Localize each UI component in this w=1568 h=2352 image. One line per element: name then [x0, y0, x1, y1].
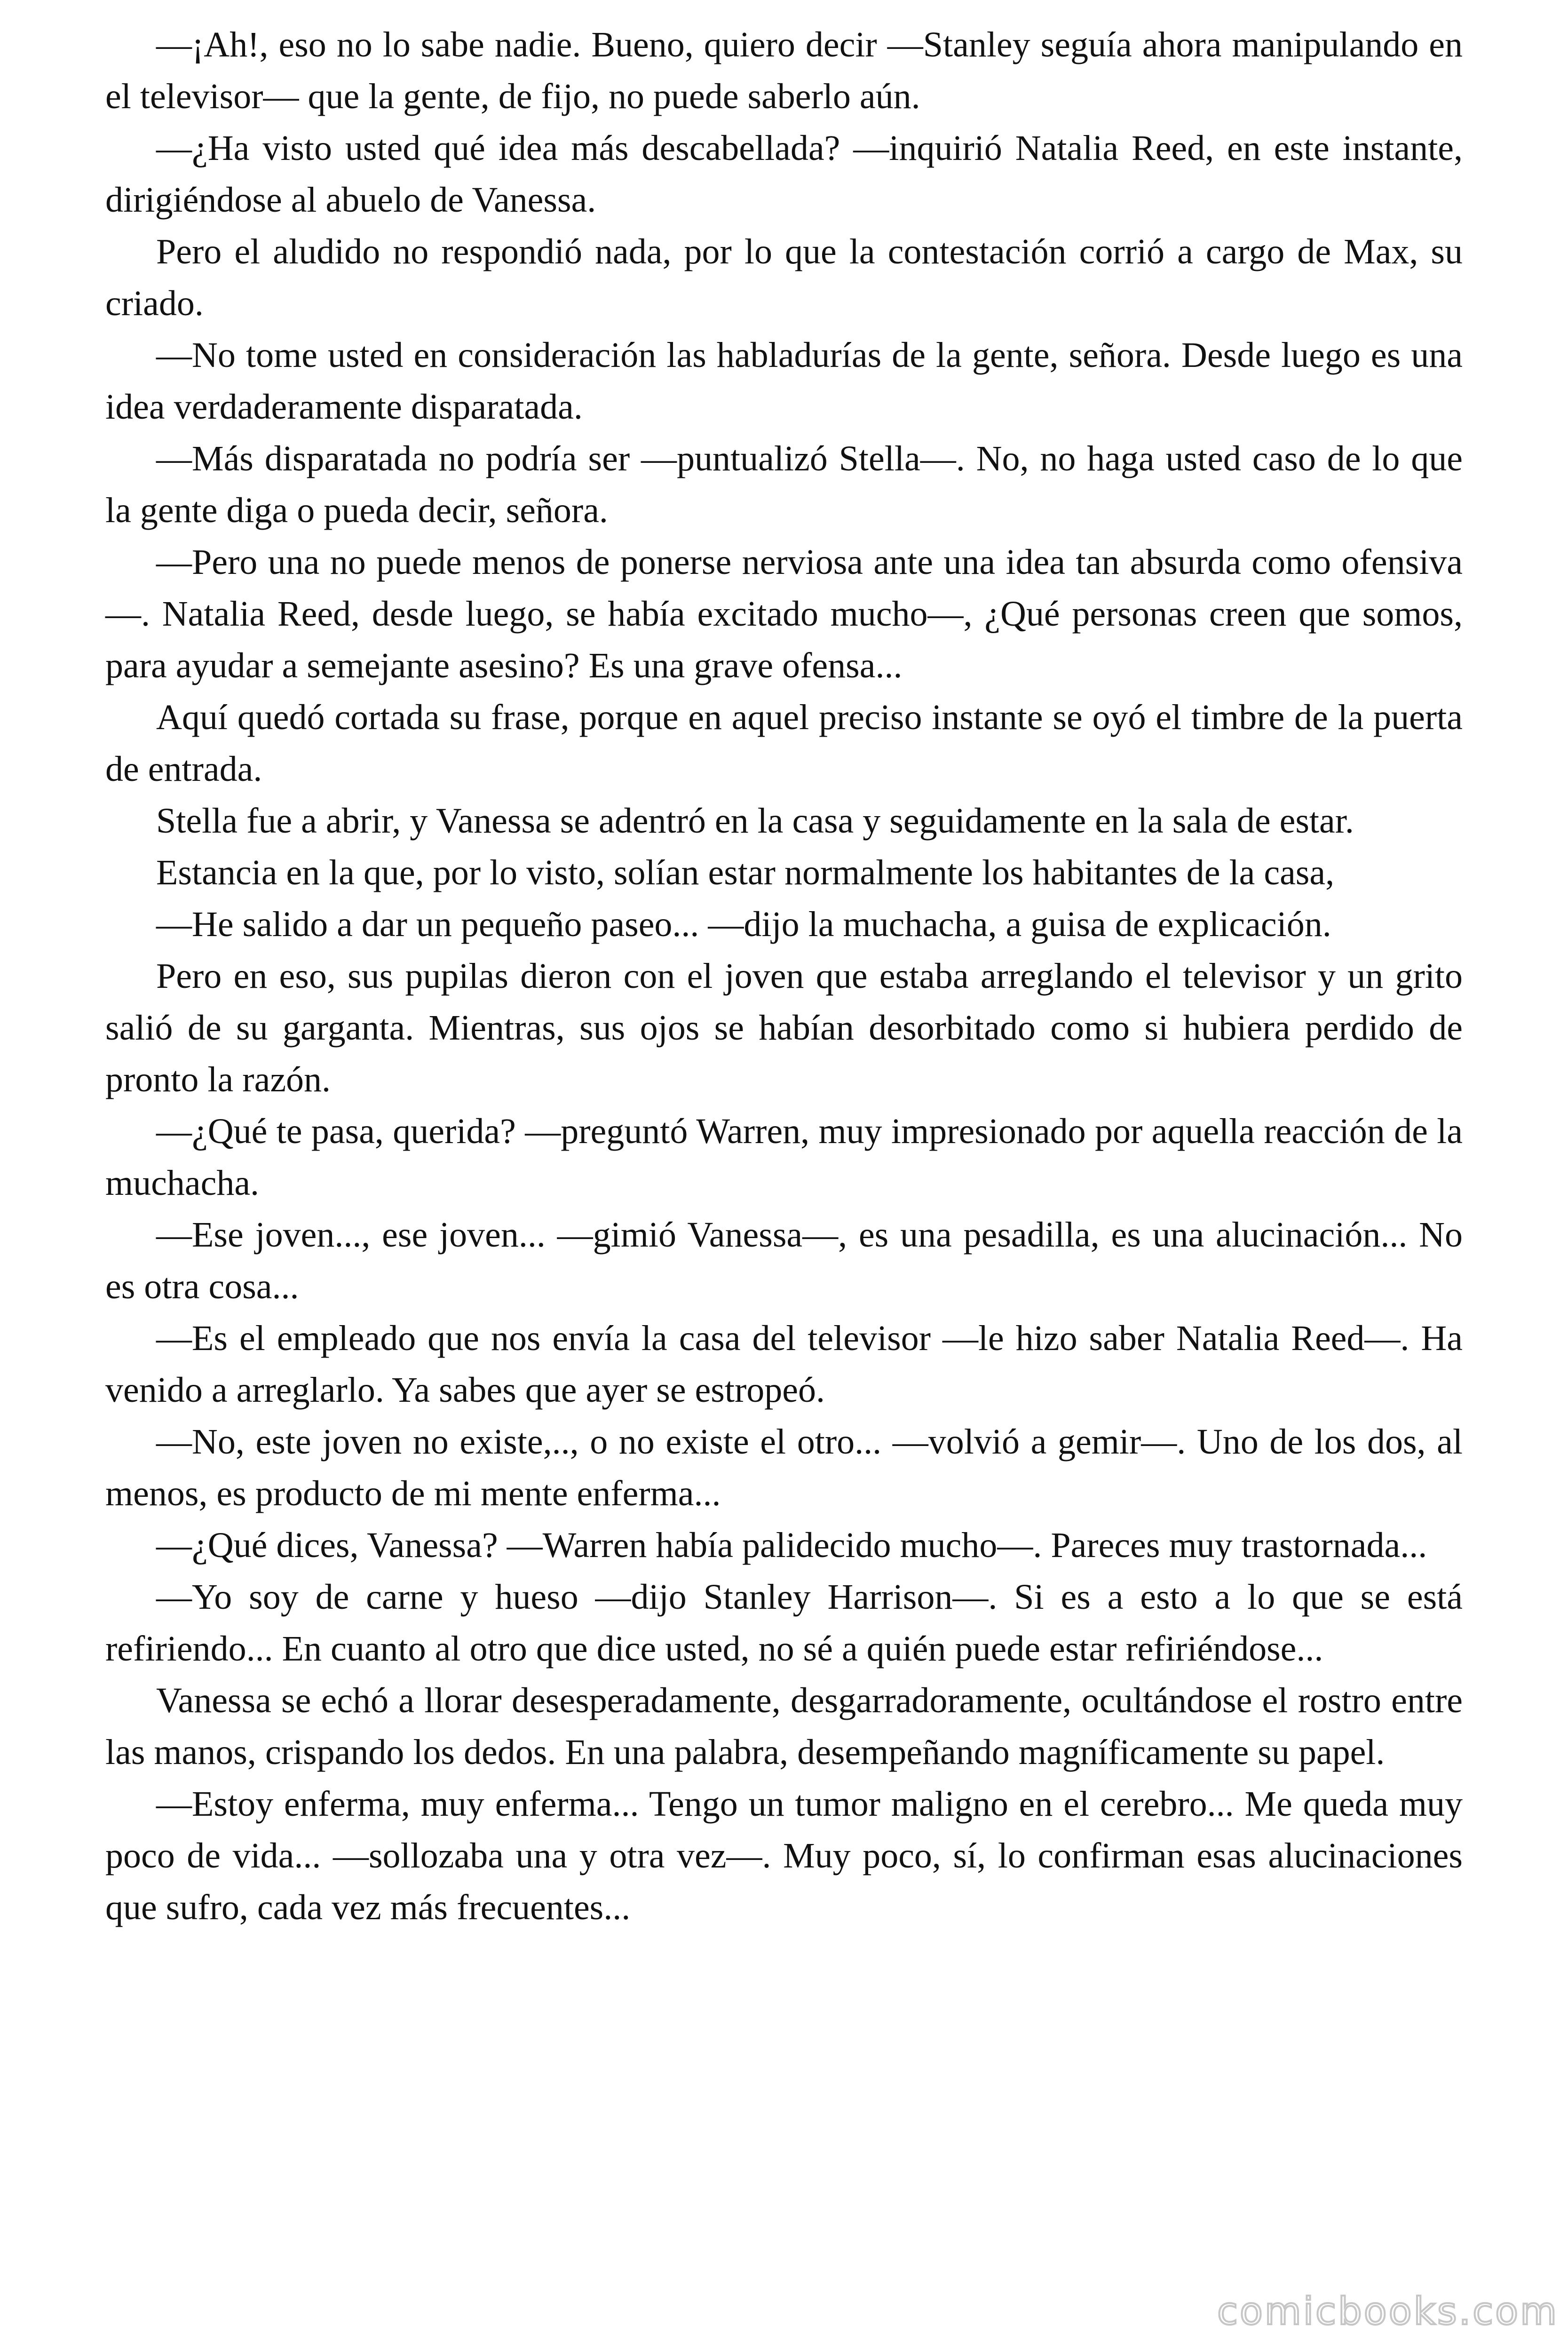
- paragraph: —No tome usted en consideración las habladurías de la gente, señora. Desde luego es una idea verdaderamente disparatada.: [105, 335, 1463, 427]
- paragraph: —Pero una no puede menos de ponerse nerviosa ante una idea tan absurda como ofensiva—. Natalia Reed, desde luego, se había excitado mucho—, ¿Qué personas creen que somos, para ayudar a semejante asesino? Es una grave ofensa...: [105, 542, 1463, 685]
- paragraph: Pero el aludido no respondió nada, por lo que la contestación corrió a cargo de Max, su criado.: [105, 232, 1463, 323]
- paragraph: —Estoy enferma, muy enferma... Tengo un tumor maligno en el cerebro... Me queda muy poco de vida... —sollozaba una y otra vez—. Muy poco, sí, lo confirman esas alucinaciones que sufro, cada vez más frecuentes...: [105, 1784, 1463, 1927]
- paragraph: —He salido a dar un pequeño paseo... —dijo la muchacha, a guisa de explicación.: [156, 905, 1331, 944]
- paragraph: —Ese joven..., ese joven... —gimió Vanessa—, es una pesadilla, es una alucinación... No es otra cosa...: [105, 1215, 1463, 1306]
- paragraph: —Yo soy de carne y hueso —dijo Stanley Harrison—. Si es a esto a lo que se está refiriendo... En cuanto al otro que dice usted, no sé a quién puede estar refiriéndose...: [105, 1577, 1463, 1669]
- page-text: [105, 19, 1463, 1933]
- watermark: comicbooks.com: [1217, 2289, 1559, 2333]
- paragraph: Estancia en la que, por lo visto, solían estar normalmente los habitantes de la casa,: [156, 853, 1335, 892]
- paragraph: Aquí quedó cortada su frase, porque en aquel preciso instante se oyó el timbre de la puerta de entrada.: [105, 698, 1463, 789]
- paragraph: —¿Ha visto usted qué idea más descabellada? —inquirió Natalia Reed, en este instante, dirigiéndose al abuelo de Vanessa.: [105, 128, 1463, 220]
- paragraph: —Es el empleado que nos envía la casa del televisor —le hizo saber Natalia Reed—. Ha venido a arreglarlo. Ya sabes que ayer se estropeó.: [105, 1319, 1463, 1410]
- paragraph: —Más disparatada no podría ser —puntualizó Stella—. No, no haga usted caso de lo que la gente diga o pueda decir, señora.: [105, 439, 1463, 530]
- paragraph: Vanessa se echó a llorar desesperadamente, desgarradoramente, ocultándose el rostro entre las manos, crispando los dedos. En una palabra, desempeñando magníficamente su papel.: [105, 1681, 1463, 1772]
- paragraph: —¿Qué dices, Vanessa? —Warren había palidecido mucho—. Pareces muy trastornada...: [156, 1526, 1427, 1565]
- paragraph: Stella fue a abrir, y Vanessa se adentró en la casa y seguidamente en la sala de estar.: [156, 801, 1354, 841]
- paragraph: —¿Qué te pasa, querida? —preguntó Warren, muy impresionado por aquella reacción de la muchacha.: [105, 1112, 1463, 1203]
- paragraph: Pero en eso, sus pupilas dieron con el joven que estaba arreglando el televisor y un grito salió de su garganta. Mientras, sus ojos se habían desorbitado como si hubiera perdido de pronto la razón.: [105, 956, 1463, 1099]
- paragraph: —No, este joven no existe,.., o no existe el otro... —volvió a gemir—. Uno de los dos, al menos, es producto de mi mente enferma...: [105, 1422, 1463, 1513]
- paragraph: —¡Ah!, eso no lo sabe nadie. Bueno, quiero decir —Stanley seguía ahora manipulando en el televisor— que la gente, de fijo, no puede saberlo aún.: [105, 25, 1463, 116]
